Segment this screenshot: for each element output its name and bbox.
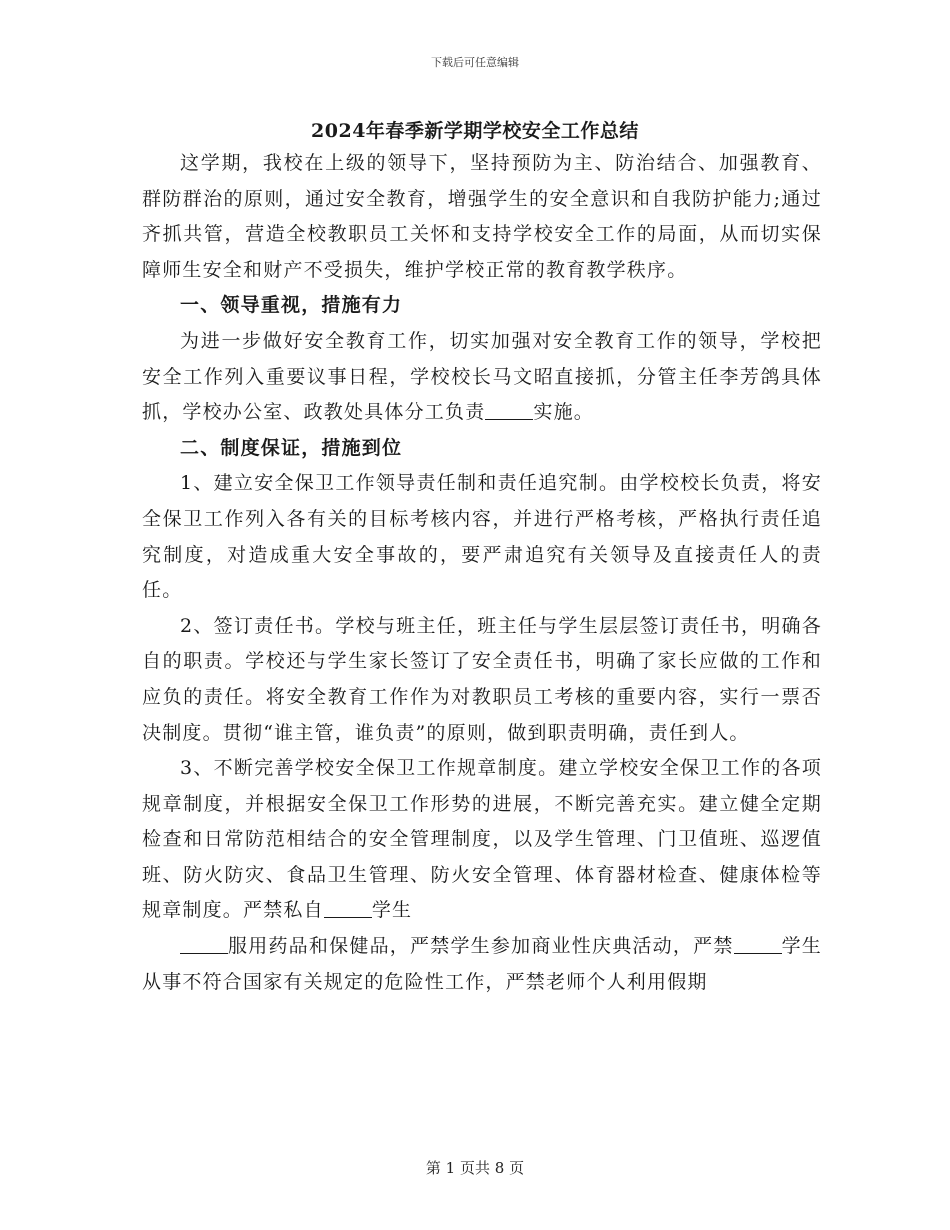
continuation-text-a: 服用药品和保健品，严禁学生参加商业性庆典活动，严禁 xyxy=(228,935,734,958)
fill-blank xyxy=(485,400,533,420)
document-body xyxy=(142,146,822,1000)
header-note: 下载后可任意编辑 xyxy=(431,56,519,69)
document-title: 2024年春季新学期学校安全工作总结 xyxy=(311,120,639,142)
section-1-text-b: 实施。 xyxy=(533,401,595,424)
continuation-text-b: 学生从事不符合国家有关规定的危险性工作，严禁老师个人利用假期 xyxy=(142,935,822,993)
fill-blank xyxy=(180,934,228,954)
section-2-item-2: 2、签订责任书。学校与班主任，班主任与学生层层签订责任书，明确各自的职责。学校还与学生家长签订了安全责任书，明确了家长应做的工作和应负的责任。将安全教育工作作为对教职员工考核的重要内容，实行一票否决制度。贯彻“谁主管，谁负责”的原则，做到职责明确，责任到人。 xyxy=(142,614,822,744)
section-1-paragraph xyxy=(142,324,822,431)
fill-blank xyxy=(324,898,372,918)
item-3-text-b: 学生 xyxy=(371,899,413,922)
section-2-continuation xyxy=(142,929,822,1000)
page-number-footer: 第 1 页共 8 页 xyxy=(425,1159,525,1177)
intro-paragraph: 这学期，我校在上级的领导下，坚持预防为主、防治结合、加强教育、群防群治的原则，通过安全教育，增强学生的安全意识和自我防护能力;通过齐抓共管，营造全校教职员工关怀和支持学校安全工作的局面，从而切实保障师生安全和财产不受损失，维护学校正常的教育教学秩序。 xyxy=(142,152,822,281)
section-1-text-a: 为进一步做好安全教育工作，切实加强对安全教育工作的领导，学校把安全工作列入重要议事日程，学校校长马文昭直接抓，分管主任李芳鸽具体抓，学校办公室、政教处具体分工负责 xyxy=(142,329,822,424)
fill-blank xyxy=(734,934,782,954)
section-2-heading: 二、制度保证，措施到位 xyxy=(180,436,403,459)
item-3-text-a: 3、不断完善学校安全保卫工作规章制度。建立学校安全保卫工作的各项规章制度，并根据安全保卫工作形势的进展，不断完善充实。建立健全定期检查和日常防范相结合的安全管理制度，以及学生管理、门卫值班、巡逻值班、防火防灾、食品卫生管理、防火安全管理、体育器材检查、健康体检等规章制度。严禁私自 xyxy=(142,757,822,922)
section-2-item-3 xyxy=(142,751,822,929)
section-2-item-1: 1、建立安全保卫工作领导责任制和责任追究制。由学校校长负责，将安全保卫工作列入各有关的目标考核内容，并进行严格考核，严格执行责任追究制度，对造成重大安全事故的，要严肃追究有关领导及直接责任人的责任。 xyxy=(142,472,822,602)
section-1-heading: 一、领导重视，措施有力 xyxy=(180,294,403,317)
